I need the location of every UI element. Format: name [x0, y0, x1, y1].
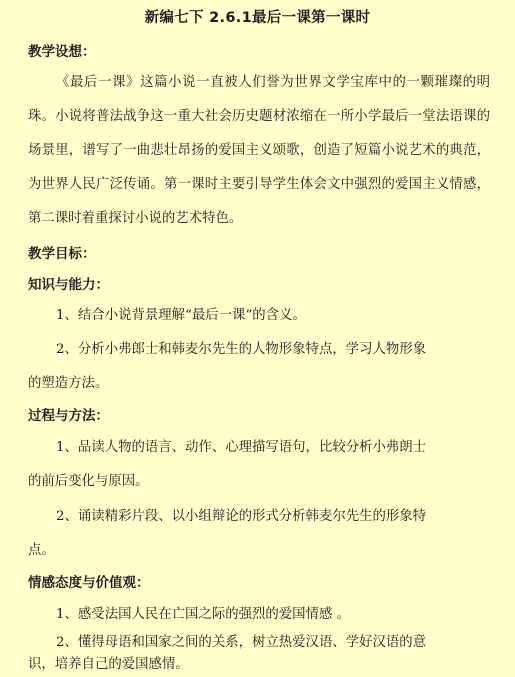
process-item-2-line-1: 2、诵读精彩片段、以小组辩论的形式分析韩麦尔先生的形象特 [56, 509, 427, 524]
section-heading-process: 过程与方法： [28, 408, 109, 424]
process-item-1-line-2: 的前后变化与原因。 [28, 474, 149, 489]
knowledge-item-1: 1、结合小说背景理解“最后一课”的含义。 [56, 308, 306, 323]
design-paragraph: 《最后一课》这篇小说一直被人们誉为世界文学宝库中的一颗璀璨的明珠。小说将普法战争这一重大社会历史题材浓缩在一所小学最后一堂法语课的场景里，谱写了一曲悲壮昂扬的爱国主义颂歌，创造了短篇小说艺术的典范，为世界人民广泛传诵。第一课时主要引导学生体会文中强烈的爱国主义情感，第二课时着重探讨小说的艺术特色。 [28, 75, 490, 226]
knowledge-item-2-line-2: 的塑造方法。 [28, 376, 109, 391]
section-heading-goals: 教学目标： [28, 246, 96, 262]
knowledge-item-2-line-1: 2、分析小弗郎士和韩麦尔先生的人物形象特点，学习人物形象 [56, 342, 427, 357]
process-item-2-line-2: 点。 [28, 543, 55, 558]
emotion-item-2-line-2: 识，培养自己的爱国感情。 [28, 657, 189, 672]
emotion-item-1: 1、感受法国人民在亡国之际的强烈的爱国情感 。 [56, 607, 350, 622]
document-title: 新编七下 2.6.1最后一课第一课时 [144, 10, 371, 26]
section-heading-emotion: 情感态度与价值观： [28, 575, 150, 591]
process-item-1-line-1: 1、品读人物的语言、动作、心理描写语句，比较分析小弗朗士 [56, 440, 427, 455]
section-heading-design: 教学设想： [28, 44, 96, 60]
emotion-item-2-line-1: 2、懂得母语和国家之间的关系，树立热爱汉语、学好汉语的意 [56, 635, 427, 650]
section-heading-knowledge: 知识与能力： [28, 277, 109, 293]
